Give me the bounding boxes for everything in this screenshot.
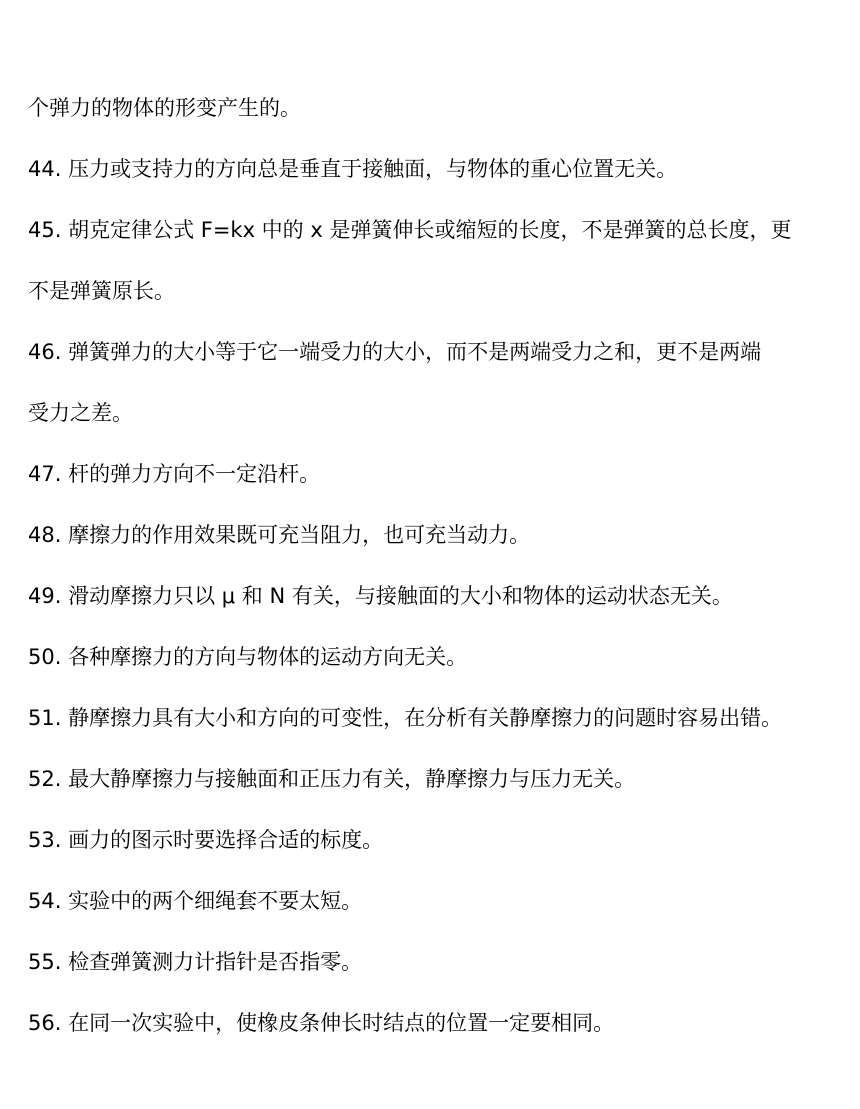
text-line-56: 56. 在同一次实验中，使橡皮条伸长时结点的位置一定要相同。 [28,1011,615,1035]
text-line-54: 54. 实验中的两个细绳套不要太短。 [28,889,363,913]
text-line-46: 46. 弹簧弹力的大小等于它一端受力的大小，而不是两端受力之和，更不是两端 [28,340,762,364]
text-line-53: 53. 画力的图示时要选择合适的标度。 [28,828,384,852]
text-line-50: 50. 各种摩擦力的方向与物体的运动方向无关。 [28,645,468,669]
text-line-52: 52. 最大静摩擦力与接触面和正压力有关，静摩擦力与压力无关。 [28,767,636,791]
text-line-49: 49. 滑动摩擦力只以 μ 和 N 有关，与接触面的大小和物体的运动状态无关。 [28,584,733,608]
text-line-continuation: 个弹力的物体的形变产生的。 [28,96,301,120]
text-line-45: 45. 胡克定律公式 F=kx 中的 x 是弹簧伸长或缩短的长度，不是弹簧的总长度，更 [28,218,792,242]
document-body [28,88,848,1064]
text-line-47: 47. 杆的弹力方向不一定沿杆。 [28,462,321,486]
text-line-46-cont: 受力之差。 [28,401,133,425]
text-line-55: 55. 检查弹簧测力计指针是否指零。 [28,950,363,974]
text-line-48: 48. 摩擦力的作用效果既可充当阻力，也可充当动力。 [28,523,531,547]
text-line-45-cont: 不是弹簧原长。 [28,279,175,303]
text-line-44: 44. 压力或支持力的方向总是垂直于接触面，与物体的重心位置无关。 [28,157,678,181]
text-line-51: 51. 静摩擦力具有大小和方向的可变性，在分析有关静摩擦力的问题时容易出错。 [28,706,783,730]
